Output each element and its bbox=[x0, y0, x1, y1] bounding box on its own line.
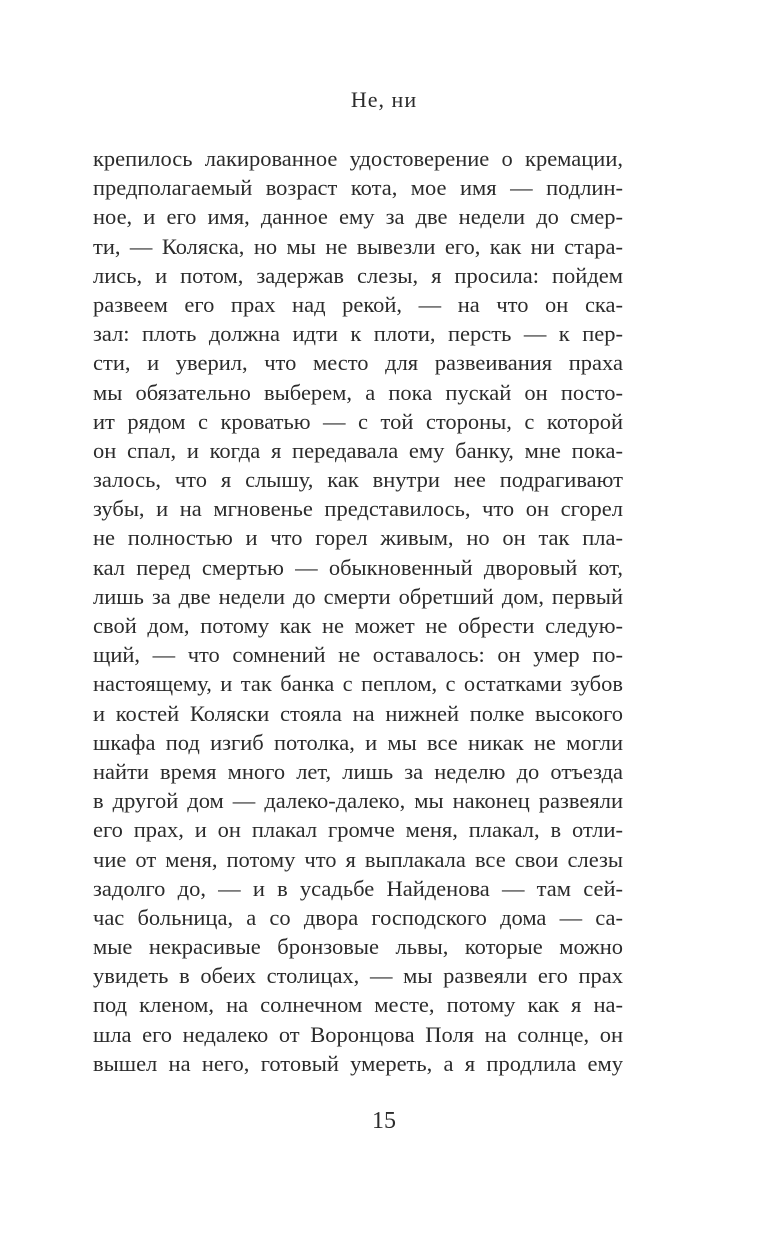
text-line: вышел на него, готовый умереть, а я продлила ему bbox=[93, 1050, 623, 1076]
text-line: зубы, и на мгновенье представилось, что он сгорел bbox=[93, 496, 623, 522]
text-line: щий, — что сомнений не оставалось: он умер по- bbox=[93, 642, 623, 668]
text-line: залось, что я слышу, как внутри нее подрагивают bbox=[93, 467, 623, 493]
text-line: свой дом, потому как не может не обрести следую- bbox=[93, 613, 623, 638]
text-line: найти время много лет, лишь за неделю до отъезда bbox=[93, 758, 623, 784]
text-line: не полностью и что горел живым, но он так пла- bbox=[93, 525, 623, 551]
text-line: час больница, а со двора господского дома — са- bbox=[93, 904, 623, 930]
text-line: шкафа под изгиб потолка, и мы все никак не могли bbox=[93, 729, 623, 755]
text-line: задолго до, — и в усадьбе Найденова — там сей- bbox=[93, 875, 623, 901]
page-number: 15 bbox=[372, 1108, 396, 1134]
text-line: лишь за две недели до смерти обретший дом, первый bbox=[93, 583, 623, 609]
text-line: ит рядом с кроватью — с той стороны, с которой bbox=[93, 408, 623, 434]
body-text bbox=[93, 144, 623, 1078]
running-head: Не, ни bbox=[350, 87, 418, 112]
text-line: кал перед смертью — обыкновенный дворовый кот, bbox=[93, 554, 623, 580]
text-line: шла его недалеко от Воронцова Поля на солнце, он bbox=[93, 1021, 623, 1047]
text-line: его прах, и он плакал громче меня, плакал, в отли- bbox=[93, 817, 623, 843]
text-line: и костей Коляски стояла на нижней полке высокого bbox=[93, 700, 623, 726]
text-line: в другой дом — далеко-далеко, мы наконец развеяли bbox=[93, 788, 623, 814]
text-line: предполагаемый возраст кота, мое имя — подлин- bbox=[93, 175, 623, 201]
text-line: он спал, и когда я передавала ему банку, мне пока- bbox=[93, 437, 623, 463]
text-line: крепилось лакированное удостоверение о кремации, bbox=[93, 146, 623, 171]
text-line: чие от меня, потому что я выплакала все свои слезы bbox=[93, 846, 623, 872]
text-line: зал: плоть должна идти к плоти, персть — к пер- bbox=[93, 321, 623, 347]
text-line: настоящему, и так банка с пеплом, с остатками зубов bbox=[93, 671, 623, 697]
text-line: ти, — Коляска, но мы не вывезли его, как ни стара- bbox=[93, 233, 623, 259]
text-line: развеем его прах над рекой, — на что он ска- bbox=[93, 291, 623, 317]
text-line: мые некрасивые бронзовые львы, которые можно bbox=[93, 934, 623, 960]
text-line: сти, и уверил, что место для развеивания праха bbox=[93, 350, 623, 376]
text-line: увидеть в обеих столицах, — мы развеяли его прах bbox=[93, 963, 623, 989]
text-line: ное, и его имя, данное ему за две недели до смер- bbox=[93, 204, 623, 230]
text-line: лись, и потом, задержав слезы, я просила: пойдем bbox=[93, 262, 623, 288]
text-line: под кленом, на солнечном месте, потому как я на- bbox=[93, 992, 623, 1018]
text-line: мы обязательно выберем, а пока пускай он посто- bbox=[93, 379, 623, 405]
